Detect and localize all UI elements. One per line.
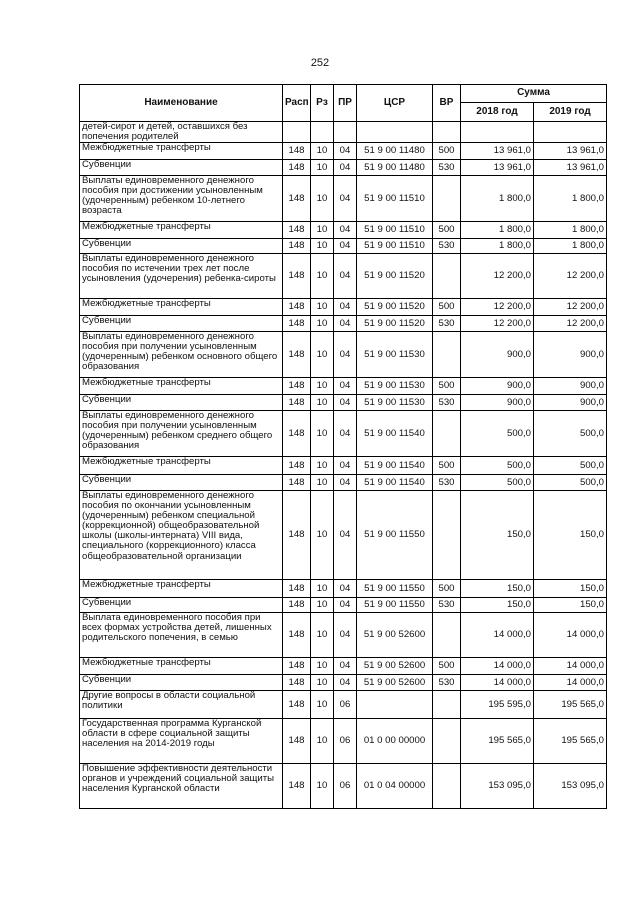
row-rz: 10 xyxy=(311,658,334,675)
row-name: Межбюджетные трансферты xyxy=(80,658,283,675)
row-sum-2019: 14 000,0 xyxy=(534,613,607,658)
row-name: Межбюджетные трансферты xyxy=(80,299,283,316)
row-rasp: 148 xyxy=(283,160,311,176)
row-sum-2019 xyxy=(534,122,607,143)
row-pr: 04 xyxy=(334,160,357,176)
row-sum-2018: 195 565,0 xyxy=(461,719,534,764)
row-vr xyxy=(433,254,461,299)
row-rz: 10 xyxy=(311,764,334,809)
row-rasp: 148 xyxy=(283,239,311,254)
row-vr xyxy=(433,176,461,222)
header-csr: ЦСР xyxy=(357,85,433,122)
row-rz: 10 xyxy=(311,411,334,457)
header-vr: ВР xyxy=(433,85,461,122)
row-vr: 500 xyxy=(433,143,461,160)
row-csr: 51 9 00 11510 xyxy=(357,222,433,239)
row-sum-2019: 14 000,0 xyxy=(534,675,607,691)
row-csr: 51 9 00 11550 xyxy=(357,580,433,598)
row-rz: 10 xyxy=(311,491,334,580)
row-rz: 10 xyxy=(311,316,334,332)
row-vr xyxy=(433,764,461,809)
row-sum-2019: 150,0 xyxy=(534,491,607,580)
row-name: Субвенции xyxy=(80,675,283,691)
table-row xyxy=(80,457,607,475)
row-rasp: 148 xyxy=(283,675,311,691)
row-name: Выплаты единовременного денежного пособия при достижении усыновленным (удочеренным) ребенком 10-летнего возраста xyxy=(80,176,283,222)
row-rz: 10 xyxy=(311,254,334,299)
row-pr: 04 xyxy=(334,316,357,332)
table-row xyxy=(80,143,607,160)
row-sum-2019: 195 565,0 xyxy=(534,691,607,719)
row-vr xyxy=(433,332,461,378)
row-csr: 51 9 00 11520 xyxy=(357,316,433,332)
row-vr xyxy=(433,491,461,580)
row-vr: 530 xyxy=(433,316,461,332)
row-csr: 51 9 00 52600 xyxy=(357,658,433,675)
row-rasp xyxy=(283,122,311,143)
row-vr: 500 xyxy=(433,222,461,239)
row-vr: 500 xyxy=(433,457,461,475)
row-rz: 10 xyxy=(311,457,334,475)
row-pr: 04 xyxy=(334,491,357,580)
row-pr: 04 xyxy=(334,176,357,222)
row-sum-2019: 1 800,0 xyxy=(534,176,607,222)
row-rasp: 148 xyxy=(283,491,311,580)
row-sum-2019: 900,0 xyxy=(534,332,607,378)
page-number: 252 xyxy=(310,57,330,69)
header-pr: ПР xyxy=(334,85,357,122)
row-rz: 10 xyxy=(311,580,334,598)
row-pr: 04 xyxy=(334,675,357,691)
row-sum-2018: 12 200,0 xyxy=(461,316,534,332)
row-sum-2018: 12 200,0 xyxy=(461,254,534,299)
row-pr: 06 xyxy=(334,719,357,764)
row-pr: 04 xyxy=(334,299,357,316)
row-pr xyxy=(334,122,357,143)
row-rasp: 148 xyxy=(283,176,311,222)
row-name: Выплаты единовременного денежного пособия по истечении трех лет после усыновления (удочерения) ребенка-сироты xyxy=(80,254,283,299)
table-row xyxy=(80,764,607,809)
row-rz: 10 xyxy=(311,239,334,254)
row-rz: 10 xyxy=(311,299,334,316)
table-row xyxy=(80,395,607,411)
row-rasp: 148 xyxy=(283,254,311,299)
row-pr: 04 xyxy=(334,613,357,658)
row-rz: 10 xyxy=(311,475,334,491)
row-pr: 06 xyxy=(334,691,357,719)
row-name: Субвенции xyxy=(80,316,283,332)
row-csr: 51 9 00 11520 xyxy=(357,254,433,299)
row-sum-2019: 900,0 xyxy=(534,378,607,395)
row-sum-2019: 500,0 xyxy=(534,457,607,475)
row-sum-2019: 12 200,0 xyxy=(534,316,607,332)
row-rz: 10 xyxy=(311,378,334,395)
row-sum-2018: 900,0 xyxy=(461,378,534,395)
row-csr: 51 9 00 11550 xyxy=(357,598,433,613)
row-pr: 04 xyxy=(334,332,357,378)
row-rz: 10 xyxy=(311,691,334,719)
row-rasp: 148 xyxy=(283,475,311,491)
row-vr: 530 xyxy=(433,475,461,491)
table-header xyxy=(80,85,607,122)
row-sum-2019: 1 800,0 xyxy=(534,222,607,239)
table-row xyxy=(80,160,607,176)
row-name: Межбюджетные трансферты xyxy=(80,457,283,475)
row-vr xyxy=(433,613,461,658)
row-csr: 51 9 00 11530 xyxy=(357,332,433,378)
row-sum-2019: 150,0 xyxy=(534,598,607,613)
row-rasp: 148 xyxy=(283,222,311,239)
row-csr: 51 9 00 52600 xyxy=(357,613,433,658)
row-rasp: 148 xyxy=(283,332,311,378)
table-row xyxy=(80,176,607,222)
table-body xyxy=(80,122,607,809)
row-csr: 51 9 00 11510 xyxy=(357,176,433,222)
row-pr: 04 xyxy=(334,254,357,299)
row-name: Межбюджетные трансферты xyxy=(80,222,283,239)
row-pr: 04 xyxy=(334,378,357,395)
row-rz: 10 xyxy=(311,332,334,378)
row-name: Государственная программа Курганской области в сфере социальной защиты населения на 2014-2019 годы xyxy=(80,719,283,764)
row-sum-2019: 153 095,0 xyxy=(534,764,607,809)
row-csr xyxy=(357,691,433,719)
row-rasp: 148 xyxy=(283,764,311,809)
row-name: детей-сирот и детей, оставшихся без попечения родителей xyxy=(80,122,283,143)
row-vr xyxy=(433,719,461,764)
row-csr: 51 9 00 11540 xyxy=(357,475,433,491)
row-sum-2019: 1 800,0 xyxy=(534,239,607,254)
table-row xyxy=(80,691,607,719)
row-rz: 10 xyxy=(311,719,334,764)
row-pr: 04 xyxy=(334,598,357,613)
row-rz: 10 xyxy=(311,143,334,160)
header-2019: 2019 год xyxy=(534,103,607,122)
table-row xyxy=(80,580,607,598)
row-name: Повышение эффективности деятельности органов и учреждений социальной защиты населения Курганской области xyxy=(80,764,283,809)
row-csr: 01 0 04 00000 xyxy=(357,764,433,809)
row-pr: 04 xyxy=(334,580,357,598)
row-rz: 10 xyxy=(311,675,334,691)
row-csr: 51 9 00 11520 xyxy=(357,299,433,316)
row-sum-2018: 195 595,0 xyxy=(461,691,534,719)
row-sum-2018: 13 961,0 xyxy=(461,143,534,160)
row-name: Межбюджетные трансферты xyxy=(80,580,283,598)
table-row xyxy=(80,675,607,691)
table-row xyxy=(80,475,607,491)
header-rasp: Расп xyxy=(283,85,311,122)
row-csr xyxy=(357,122,433,143)
row-rasp: 148 xyxy=(283,299,311,316)
table-row xyxy=(80,254,607,299)
row-sum-2018: 500,0 xyxy=(461,457,534,475)
row-csr: 51 9 00 11540 xyxy=(357,411,433,457)
row-sum-2019: 13 961,0 xyxy=(534,143,607,160)
row-rz: 10 xyxy=(311,613,334,658)
header-2018: 2018 год xyxy=(461,103,534,122)
row-sum-2019: 195 565,0 xyxy=(534,719,607,764)
row-csr: 51 9 00 52600 xyxy=(357,675,433,691)
row-pr: 04 xyxy=(334,411,357,457)
row-csr: 51 9 00 11550 xyxy=(357,491,433,580)
row-name: Межбюджетные трансферты xyxy=(80,378,283,395)
row-csr: 51 9 00 11530 xyxy=(357,395,433,411)
row-rz: 10 xyxy=(311,598,334,613)
row-rasp: 148 xyxy=(283,395,311,411)
row-pr: 04 xyxy=(334,222,357,239)
row-sum-2018: 500,0 xyxy=(461,475,534,491)
row-name: Субвенции xyxy=(80,239,283,254)
row-sum-2018: 12 200,0 xyxy=(461,299,534,316)
row-sum-2019: 12 200,0 xyxy=(534,299,607,316)
row-rasp: 148 xyxy=(283,598,311,613)
table-row xyxy=(80,658,607,675)
row-sum-2018: 153 095,0 xyxy=(461,764,534,809)
row-vr: 500 xyxy=(433,658,461,675)
row-sum-2018: 13 961,0 xyxy=(461,160,534,176)
row-csr: 51 9 00 11540 xyxy=(357,457,433,475)
table-row xyxy=(80,491,607,580)
row-sum-2019: 900,0 xyxy=(534,395,607,411)
row-name: Субвенции xyxy=(80,160,283,176)
row-pr: 04 xyxy=(334,658,357,675)
row-sum-2018: 150,0 xyxy=(461,580,534,598)
row-vr: 530 xyxy=(433,675,461,691)
table-row xyxy=(80,299,607,316)
row-rasp: 148 xyxy=(283,378,311,395)
row-rasp: 148 xyxy=(283,691,311,719)
row-csr: 01 0 00 00000 xyxy=(357,719,433,764)
row-sum-2018: 150,0 xyxy=(461,491,534,580)
header-name: Наименование xyxy=(80,85,283,122)
row-rz: 10 xyxy=(311,160,334,176)
row-sum-2019: 13 961,0 xyxy=(534,160,607,176)
row-sum-2018: 1 800,0 xyxy=(461,239,534,254)
row-pr: 06 xyxy=(334,764,357,809)
row-sum-2018 xyxy=(461,122,534,143)
row-sum-2018: 500,0 xyxy=(461,411,534,457)
table-row xyxy=(80,719,607,764)
row-sum-2019: 500,0 xyxy=(534,411,607,457)
row-rasp: 148 xyxy=(283,580,311,598)
row-sum-2018: 14 000,0 xyxy=(461,613,534,658)
row-name: Межбюджетные трансферты xyxy=(80,143,283,160)
header-rz: Рз xyxy=(311,85,334,122)
row-rasp: 148 xyxy=(283,658,311,675)
row-vr: 530 xyxy=(433,160,461,176)
row-rasp: 148 xyxy=(283,316,311,332)
row-vr: 500 xyxy=(433,378,461,395)
row-vr: 500 xyxy=(433,299,461,316)
row-vr: 530 xyxy=(433,239,461,254)
row-pr: 04 xyxy=(334,475,357,491)
table-row xyxy=(80,598,607,613)
row-pr: 04 xyxy=(334,143,357,160)
row-rz xyxy=(311,122,334,143)
row-name: Субвенции xyxy=(80,475,283,491)
row-sum-2018: 150,0 xyxy=(461,598,534,613)
row-sum-2018: 900,0 xyxy=(461,395,534,411)
row-csr: 51 9 00 11480 xyxy=(357,143,433,160)
row-name: Выплаты единовременного денежного пособия при получении усыновленным (удочеренным) ребенком среднего общего образования xyxy=(80,411,283,457)
row-pr: 04 xyxy=(334,239,357,254)
table-row xyxy=(80,222,607,239)
row-csr: 51 9 00 11510 xyxy=(357,239,433,254)
row-vr xyxy=(433,122,461,143)
row-name: Выплаты единовременного денежного пособия по окончании усыновленным (удочеренным) ребенком специальной (коррекционной) общеобразовательной школы (школы-интерната) VIII вида, специального (коррекционного) класса общеобразовательной организации xyxy=(80,491,283,580)
table-row xyxy=(80,411,607,457)
row-vr: 530 xyxy=(433,598,461,613)
row-sum-2019: 12 200,0 xyxy=(534,254,607,299)
header-sum: Сумма xyxy=(461,85,607,103)
row-vr xyxy=(433,691,461,719)
row-rz: 10 xyxy=(311,395,334,411)
row-vr xyxy=(433,411,461,457)
row-rasp: 148 xyxy=(283,719,311,764)
table-row xyxy=(80,378,607,395)
row-sum-2018: 14 000,0 xyxy=(461,675,534,691)
row-csr: 51 9 00 11480 xyxy=(357,160,433,176)
row-sum-2018: 1 800,0 xyxy=(461,176,534,222)
row-rz: 10 xyxy=(311,176,334,222)
row-sum-2018: 900,0 xyxy=(461,332,534,378)
row-rasp: 148 xyxy=(283,457,311,475)
row-name: Субвенции xyxy=(80,598,283,613)
row-vr: 500 xyxy=(433,580,461,598)
table-row xyxy=(80,316,607,332)
row-rasp: 148 xyxy=(283,411,311,457)
table-row xyxy=(80,122,607,143)
row-sum-2018: 14 000,0 xyxy=(461,658,534,675)
row-name: Выплаты единовременного денежного пособия при получении усыновленным (удочеренным) ребенком основного общего образования xyxy=(80,332,283,378)
row-name: Субвенции xyxy=(80,395,283,411)
table-row xyxy=(80,613,607,658)
row-vr: 530 xyxy=(433,395,461,411)
row-rz: 10 xyxy=(311,222,334,239)
row-csr: 51 9 00 11530 xyxy=(357,378,433,395)
row-rasp: 148 xyxy=(283,143,311,160)
row-name: Выплата единовременного пособия при всех формах устройства детей, лишенных родительского попечения, в семью xyxy=(80,613,283,658)
table-row xyxy=(80,332,607,378)
row-sum-2019: 14 000,0 xyxy=(534,658,607,675)
budget-table xyxy=(79,84,607,809)
row-sum-2018: 1 800,0 xyxy=(461,222,534,239)
row-sum-2019: 150,0 xyxy=(534,580,607,598)
row-pr: 04 xyxy=(334,395,357,411)
row-sum-2019: 500,0 xyxy=(534,475,607,491)
table-row xyxy=(80,239,607,254)
row-name: Другие вопросы в области социальной политики xyxy=(80,691,283,719)
row-pr: 04 xyxy=(334,457,357,475)
row-rasp: 148 xyxy=(283,613,311,658)
